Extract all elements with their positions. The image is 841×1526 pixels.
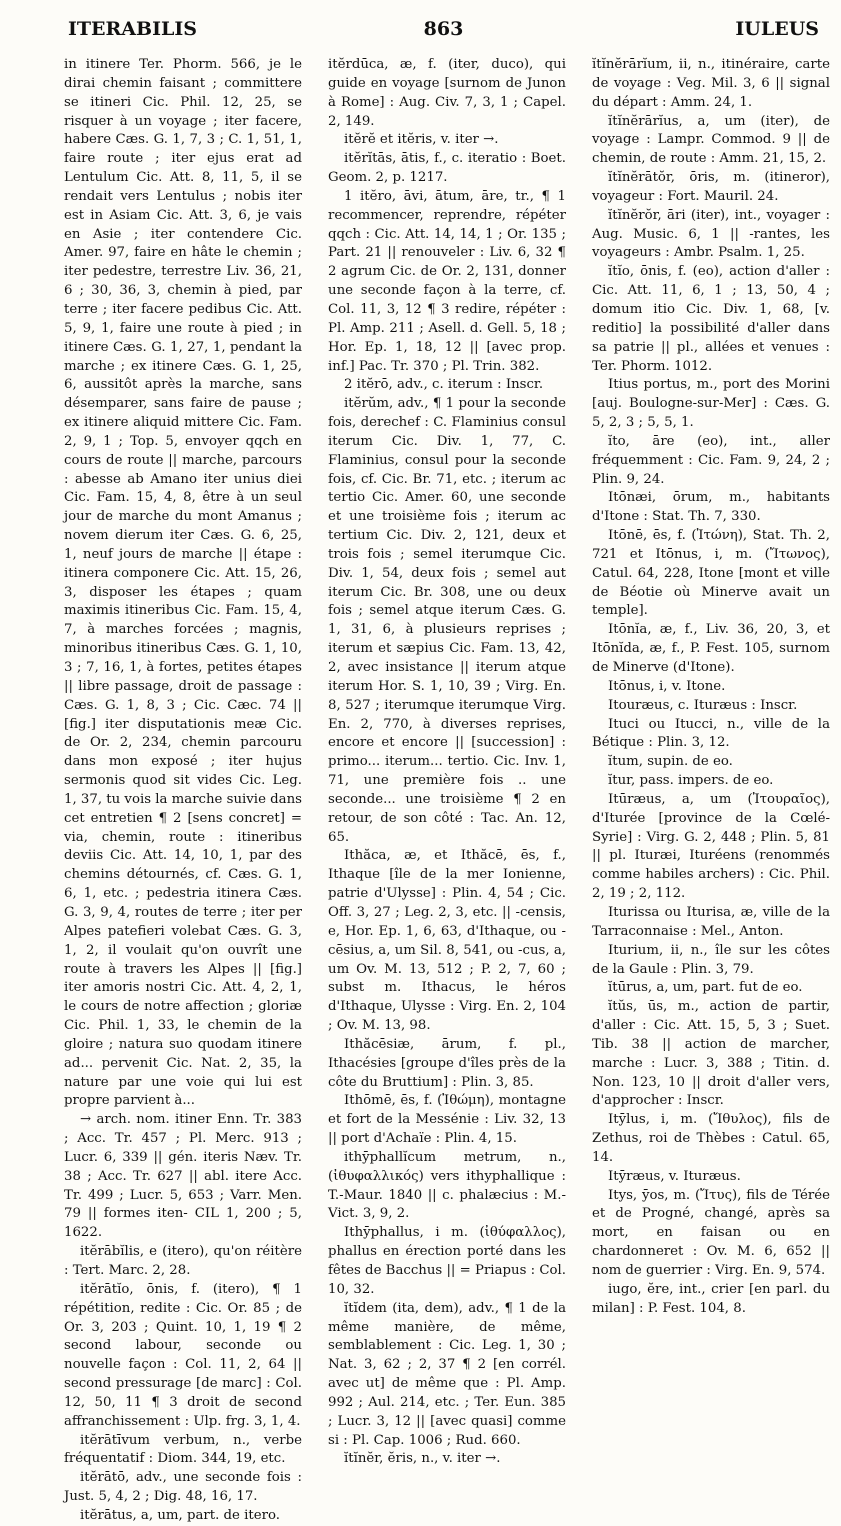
entry: itĕrĭtās, ātis, f., c. iteratio : Boet. Geom. 2, p. 1217. [328,151,566,186]
entry-columns [64,56,830,1523]
entry: 1 itĕro, āvi, ātum, āre, tr., ¶ 1 recommencer, reprendre, répéter qqch : Cic. Att. 14, 14, 1 ; Or. 135 ; Part. 21 || renouveler : Liv. 6, 32 ¶ 2 agrum Cic. de Or. 2, 131, donner une seconde façon à la terre, cf. Col. 11, 3, 12 ¶ 3 redire, répéter : Pl. Amp. 211 ; Asell. d. Gell. 5, 18 ; Hor. Ep. 1, 18, 12 || [avec prop. inf.] Pac. Tr. 370 ; Pl. Trin. 382. [328,188,566,374]
entry: Ithăca, æ, et Ithăcē, ēs, f., Ithaque [île de la mer Ionienne, patrie d'Ulysse] : Plin. 4, 54 ; Cic. Off. 3, 27 ; Leg. 2, 3, etc. || -censis, e, Hor. Ep. 1, 6, 63, d'Ithaque, ou -cēsius, a, um Sil. 8, 541, ou -cus, a, um Ov. M. 13, 512 ; P. 2, 7, 60 ; subst m. Ithacus, le héros d'Ithaque, Ulysse : Virg. En. 2, 104 ; Ov. M. 13, 98. [328,848,566,1034]
column-middle [328,56,566,1467]
entry: Itōnĭa, æ, f., Liv. 36, 20, 3, et Itōnĭda, æ, f., P. Fest. 105, surnom de Minerve (d'Itone). [592,622,830,675]
entry: Itouræus, c. Ituræus : Inscr. [608,697,798,713]
entry: 2 itĕrō, adv., c. iterum : Inscr. [344,377,544,393]
entry: ĭtĭnĕrārĭum, ii, n., itinéraire, carte de voyage : Veg. Mil. 3, 6 || signal du départ : Amm. 24, 1. [592,57,830,110]
entry: ĭto, āre (eo), int., aller fréquemment : Cic. Fam. 9, 24, 2 ; Plin. 9, 24. [592,433,830,487]
entry-note: → arch. nom. itiner Enn. Tr. 383 ; Acc. Tr. 457 ; Pl. Merc. 913 ; Lucr. 6, 339 || gén. iteris Næv. Tr. 38 ; Acc. Tr. 627 || abl. itere Acc. Tr. 499 ; Lucr. 5, 653 ; Varr. Men. 79 || formes iten- CIL 1, 200 ; 5, 1622. [64,1112,302,1241]
entry: itĕrŭm, adv., ¶ 1 pour la seconde fois, derechef : C. Flaminius consul iterum Cic. Div. 1, 77, C. Flaminius, consul pour la seconde fois, cf. Cic. Br. 71, etc. ; iterum ac tertio Cic. Amer. 60, une seconde et une troisième fois ; iterum ac tertium Cic. Div. 2, 121, deux et trois fois ; semel iterumque Cic. Div. 1, 54, deux fois ; semel aut iterum Cic. Br. 308, une ou deux fois ; semel atque iterum Cæs. G. 1, 31, 6, à plusieurs reprises ; iterum et sæpius Cic. Fam. 13, 42, 2, avec insistance || iterum atque iterum Hor. S. 1, 10, 39 ; Virg. En. 8, 527 ; iterumque iterumque Virg. En. 2, 770, à diverses reprises, encore et encore || [succession] : primo... iterum... tertio. Cic. Inv. 1, 71, une première fois .. une seconde... une troisième ¶ 2 en retour, de son côté : Tac. An. 12, 65. [328,396,566,845]
entry: Itȳræus, v. Ituræus. [608,1168,741,1184]
page-number: 863 [423,18,464,40]
entry: Itys, ȳos, m. (Ἴτυς), fils de Térée et de Progné, changé, après sa mort, en faisan ou en chardonneret : Ov. M. 6, 652 || nom de guerrier : Virg. En. 9, 574. [592,1187,830,1278]
entry: itĕrātĭo, ōnis, f. (itero), ¶ 1 répétition, redite : Cic. Or. 85 ; de Or. 3, 203 ; Quint. 10, 1, 19 ¶ 2 second labour, seconde ou nouvelle façon : Col. 11, 2, 64 || second pressurage [de marc] : Col. 12, 50, 11 ¶ 3 droit de second affranchissement : Ulp. frg. 3, 1, 4. [64,1281,302,1429]
entry: itĕrdūca, æ, f. (iter, duco), qui guide en voyage [surnom de Junon à Rome] : Aug. Civ. 7, 3, 1 ; Capel. 2, 149. [328,57,566,129]
entry: Ithōmē, ēs, f. (Ἰθώμη), montagne et fort de la Messénie : Liv. 32, 13 || port d'Achaïe : Plin. 4, 15. [328,1093,566,1147]
entry: iugo, ĕre, int., crier [en parl. du milan] : P. Fest. 104, 8. [592,1281,830,1316]
entry: ĭtūrus, a, um, part. fut de eo. [608,980,803,996]
entry: Itōnus, i, v. Itone. [608,678,726,694]
running-header [68,18,819,44]
header-right-word: IULEUS [735,18,819,40]
entry-continuation: in itinere Ter. Phorm. 566, je le dirai chemin faisant ; committere se itineri Cic. Phil. 12, 25, se risquer à un voyage ; iter facere, habere Cæs. G. 1, 7, 3 ; C. 1, 51, 1, faire route ; iter ejus erat ad Lentulum Cic. Att. 8, 11, 5, il se rendait vers Lentulus ; nobis iter est in Asiam Cic. Att. 3, 6, je vais en Asie ; iter contendere Cic. Amer. 97, faire en hâte le chemin ; iter pedestre, terrestre Liv. 36, 21, 6 ; 30, 36, 3, chemin à pied, par terre ; iter facere pedibus Cic. Att. 5, 9, 1, faire une route à pied ; in itinere Cæs. G. 1, 27, 1, pendant la marche ; ex itinere Cæs. G. 1, 25, 6, aussitôt après la marche, sans désemparer, sans faire de pause ; ex itinere aliquid mittere Cic. Fam. 2, 9, 1 ; Top. 5, envoyer qqch en cours de route || marche, parcours : abesse ab Amano iter unius diei Cic. Fam. 15, 4, 8, être à un seul jour de marche du mont Amanus ; novem dierum iter Cæs. G. 6, 25, 1, neuf jours de marche || étape : itinera componere Cic. Att. 15, 26, 3, disposer les étapes ; quam maximis itineribus Cic. Fam. 15, 4, 7, à marches forcées ; magnis, minoribus itineribus Cæs. G. 1, 10, 3 ; 7, 16, 1, à fortes, petites étapes || libre passage, droit de passage : Cæs. G. 1, 8, 3 ; Cic. Cæc. 74 || [fig.] iter disputationis meæ Cic. de Or. 2, 234, chemin parcouru dans mon exposé ; iter hujus sermonis quod sit vides Cic. Leg. 1, 37, tu vois la marche suivie dans cet entretien ¶ 2 [sens concret] = via, chemin, route : itineribus deviis Cic. Att. 14, 10, 1, par des chemins détournés, cf. Cæs. G. 1, 6, 1, etc. ; pedestria itinera Cæs. G. 3, 9, 4, routes de terre ; iter per Alpes patefieri volebat Cæs. G. 3, 1, 2, il voulait qu'on ouvrît une route à travers les Alpes || [fig.] iter amoris nostri Cic. Att. 4, 2, 1, le cours de notre affection ; gloriæ Cic. Phil. 1, 33, le chemin de la gloire ; natura suo quodam itinere ad... pervenit Cic. Nat. 2, 35, la nature par une voie qui lui est propre parvient à... [64,57,302,1109]
entry: itĕrābĭlis, e (itero), qu'on réitère : Tert. Marc. 2, 28. [64,1244,302,1278]
entry: ĭtŭs, ūs, m., action de partir, d'aller : Cic. Att. 15, 5, 3 ; Suet. Tib. 38 || action de marcher, marche : Lucr. 3, 388 ; Titin. d. Non. 123, 10 || droit d'aller vers, d'approcher : Inscr. [592,999,830,1109]
entry: Itōnē, ēs, f. (Ἰτώνη), Stat. Th. 2, 721 et Itōnus, i, m. (Ἴτωνος), Catul. 64, 228, Itone [mont et ville de Béotie où Minerve avait un temple]. [592,528,830,619]
entry: itĕrĕ et itĕris, v. iter →. [344,132,499,148]
entry: ithȳphallĭcum metrum, n., (ἰθυφαλλικός) vers ithyphallique : T.-Maur. 1840 || c. phalæcius : M.-Vict. 3, 9, 2. [328,1149,566,1222]
header-left-word: ITERABILIS [68,18,197,40]
entry: ĭtĭnĕrātŏr, ōris, m. (itineror), voyageur : Fort. Mauril. 24. [592,170,830,204]
entry: itĕrātō, adv., une seconde fois : Just. 5, 4, 2 ; Dig. 48, 16, 17. [64,1470,302,1505]
entry: Ithȳphallus, i m. (ἰθύφαλλος), phallus en érection porté dans les fêtes de Bacchus || = Priapus : Col. 10, 32. [328,1225,566,1297]
entry: Iturium, ii, n., île sur les côtes de la Gaule : Plin. 3, 79. [592,942,830,977]
column-right [592,56,830,1346]
entry: ĭtur, pass. impers. de eo. [608,773,774,789]
entry: ĭtĭnĕrārĭus, a, um (iter), de voyage : Lampr. Commod. 9 || de chemin, de route : Amm. 21, 15, 2. [592,113,830,167]
entry: Itūræus, a, um (Ἰτουραῖος), d'Iturée [province de la Cœlé-Syrie] : Virg. G. 2, 448 ; Plin. 5, 81 || pl. Ituræi, Ituréens (renommés comme habiles archers) : Cic. Phil. 2, 19 ; 2, 112. [592,791,830,902]
entry: Itōnæi, ōrum, m., habitants d'Itone : Stat. Th. 7, 330. [592,490,830,525]
entry: Iturissa ou Iturisa, æ, ville de la Tarraconnaise : Mel., Anton. [592,904,830,939]
entry: ĭtĭnĕr, ĕris, n., v. iter →. [344,1451,501,1467]
entry: Ituci ou Itucci, n., ville de la Bétique : Plin. 3, 12. [592,716,830,751]
entry: ĭtĭnĕrŏr, āri (iter), int., voyager : Aug. Music. 6, 1 || -rantes, les voyageurs : Ambr. Psalm. 1, 25. [592,207,830,261]
entry: itĕrātīvum verbum, n., verbe fréquentatif : Diom. 344, 19, etc. [64,1432,302,1467]
entry: itĕrātus, a, um, part. de itero. [80,1507,280,1523]
entry: Itius portus, m., port des Morini [auj. Boulogne-sur-Mer] : Cæs. G. 5, 2, 3 ; 5, 5, 1. [592,377,830,431]
entry: ĭtum, supin. de eo. [608,754,733,770]
entry: ĭtĭdem (ita, dem), adv., ¶ 1 de la même manière, de même, semblablement : Cic. Leg. 1, 30 ; Nat. 3, 62 ; 2, 37 ¶ 2 [en corrél. avec ut] de même que : Pl. Amp. 992 ; Aul. 214, etc. ; Ter. Eun. 385 ; Lucr. 3, 12 || [avec quasi] comme si : Pl. Cap. 1006 ; Rud. 660. [328,1300,566,1448]
entry: Ithăcēsiæ, ārum, f. pl., Ithacésies [groupe d'îles près de la côte du Bruttium] : Plin. 3, 85. [328,1036,566,1090]
entry: Itȳlus, i, m. (Ἴθυλος), fils de Zethus, roi de Thèbes : Catul. 65, 14. [592,1112,830,1165]
column-left [64,56,302,1523]
entry: ĭtĭo, ōnis, f. (eo), action d'aller : Cic. Att. 11, 6, 1 ; 13, 50, 4 ; domum itio Cic. Div. 1, 68, [v. reditio] la possibilité d'aller dans sa patrie || pl., allées et venues : Ter. Phorm. 1012. [592,264,830,374]
